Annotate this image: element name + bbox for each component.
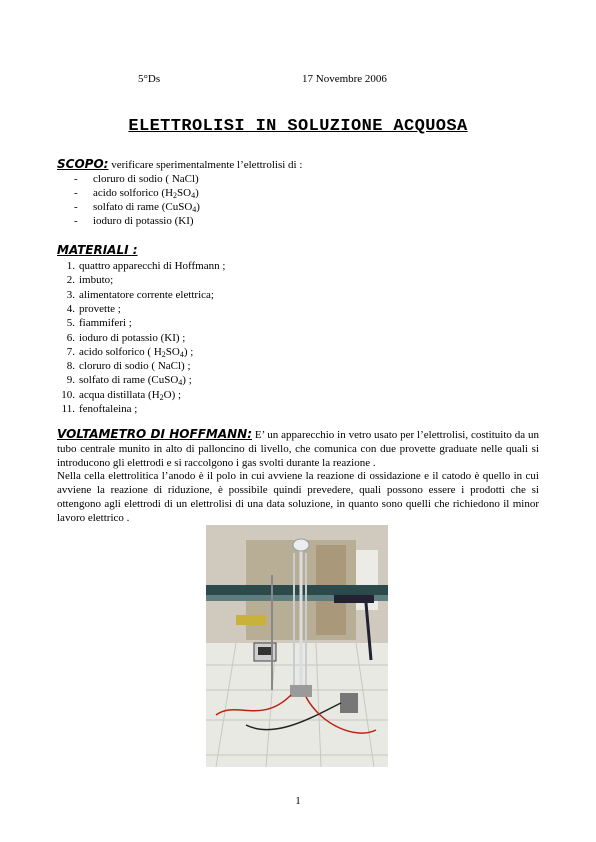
list-number: 9. xyxy=(66,374,75,387)
list-number: 5. xyxy=(66,317,75,330)
page-title: ELETTROLISI IN SOLUZIONE ACQUOSA xyxy=(128,117,468,136)
materiali-list-item xyxy=(55,374,192,386)
voltametro-paragraph xyxy=(57,427,539,470)
voltametro-heading: VOLTAMETRO DI HOFFMANN: xyxy=(57,427,253,441)
scopo-item-text: acido solforico $(H_2SO_4)$ xyxy=(93,187,199,200)
page-number: 1 xyxy=(295,795,301,807)
materiali-item-text: ioduro di potassio (KI) ; xyxy=(79,331,186,344)
materiali-list-item xyxy=(55,389,181,401)
scopo-item-text: solfato di rame (CuSO$_4$) xyxy=(93,201,200,214)
materiali-item-text: fenoftaleina ; xyxy=(79,403,138,415)
scopo-intro: verificare sperimentalmente l’elettrolisi di : xyxy=(108,159,303,171)
list-number: 7. xyxy=(66,345,75,358)
materiali-list-item xyxy=(55,332,185,344)
materiali-item-text: solfato di rame (CuSO$_4$) ; xyxy=(79,374,192,388)
hoffmann-apparatus-photo xyxy=(206,525,388,767)
list-dash: - xyxy=(74,201,78,213)
scopo-item-text: cloruro di sodio ( NaCl) xyxy=(93,173,199,185)
list-number: 3. xyxy=(66,288,75,301)
materiali-item-text: provette ; xyxy=(79,302,121,315)
materiali-list-item xyxy=(55,274,113,286)
voltametro-text-1: E’ un apparecchio in vetro usato per l’elettrolisi, costituito da un tubo centrale munito in alto di palloncino di livello, che comunica con due provette graduate nelle quali si introducono gli elettrodi e si raccolgono i gas svolti durante la reazione . xyxy=(57,429,539,469)
materiali-list-item xyxy=(55,317,132,329)
list-number: 2. xyxy=(66,274,75,287)
list-dash: - xyxy=(74,187,78,199)
document-date: 17 Novembre 2006 xyxy=(302,73,387,85)
list-dash: - xyxy=(74,173,78,185)
materiali-list-item xyxy=(55,303,121,315)
list-number: 10. xyxy=(61,388,75,401)
list-number: 8. xyxy=(66,360,75,373)
scopo-item-text: ioduro di potassio (KI) xyxy=(93,215,194,227)
materiali-list-item xyxy=(55,289,214,301)
list-number: 1. xyxy=(66,260,75,272)
materiali-list-item xyxy=(55,346,193,358)
materiali-list-item xyxy=(55,360,191,372)
materiali-item-text: fiammiferi ; xyxy=(79,317,132,330)
scopo-heading: SCOPO: xyxy=(57,157,109,171)
materiali-item-text: imbuto; xyxy=(79,274,114,287)
materiali-list-item xyxy=(55,260,225,272)
list-number: 6. xyxy=(66,331,75,344)
list-dash: - xyxy=(74,215,78,227)
class-label: 5°Ds xyxy=(138,73,161,85)
materiali-item-text: quattro apparecchi di Hoffmann ; xyxy=(79,260,226,272)
scopo-section xyxy=(57,157,302,172)
list-number: 11. xyxy=(61,403,75,415)
materiali-item-text: acqua distillata $(H_2O)$ ; xyxy=(79,388,182,402)
electrolysis-paragraph: Nella cella elettrolitica l’anodo è il polo in cui avviene la reazione di ossidazione e il catodo è quello in cui avviene la reazione di riduzione, è possibile quindi prevedere, quali possono essere i prodotti che si ottengono agli elettrodi di un elettrolisi di una data soluzione, in quanto sono quelli che richiedono il minor lavoro elettrico . xyxy=(57,470,539,524)
materiali-heading: MATERIALI : xyxy=(57,243,138,257)
materiali-item-text: alimentatore corrente elettrica; xyxy=(79,288,214,301)
materiali-item-text: cloruro di sodio ( NaCl) ; xyxy=(79,360,191,373)
list-number: 4. xyxy=(66,302,75,315)
materiali-list-item xyxy=(55,403,137,415)
materiali-item-text: acido solforico ( $H_2SO_4$) ; xyxy=(79,345,194,359)
